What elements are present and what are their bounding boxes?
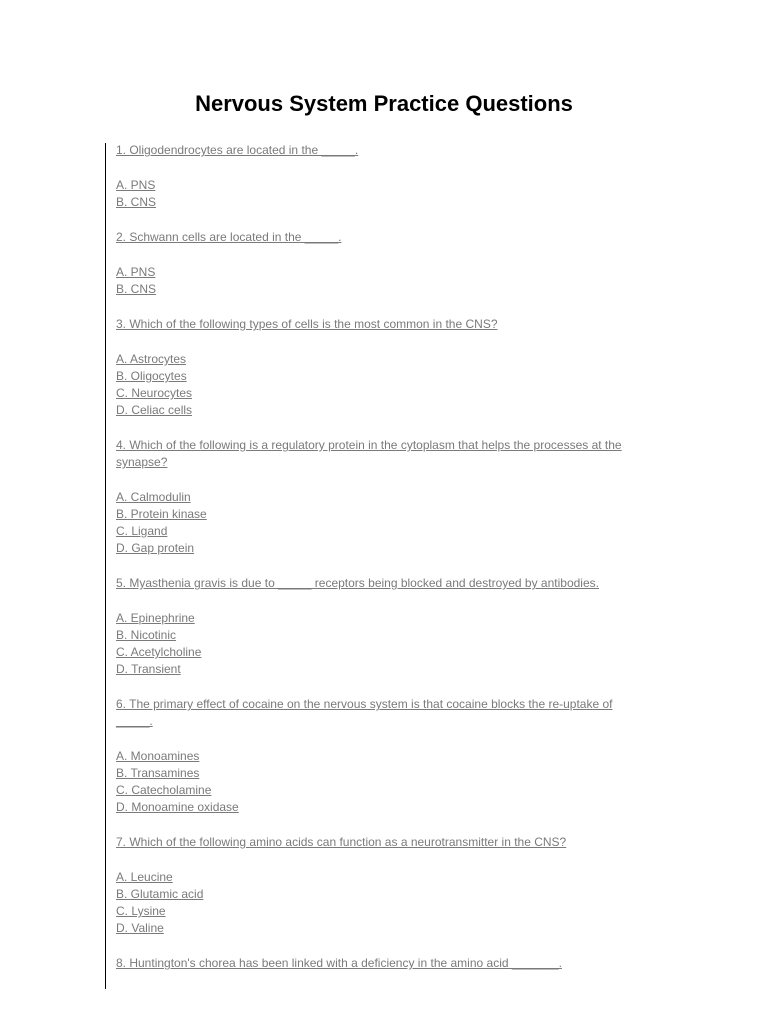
question-3-option-d[interactable]: D. Celiac cells <box>116 403 193 417</box>
question-4-cont <box>116 454 646 471</box>
option <box>116 799 646 816</box>
question-3-option-c[interactable]: C. Neurocytes <box>116 386 193 400</box>
question-5-option-d[interactable]: D. Transient <box>116 662 181 676</box>
question-2 <box>116 229 646 246</box>
question-7-option-d[interactable]: D. Valine <box>116 921 164 935</box>
left-margin-rule <box>105 143 106 989</box>
option <box>116 281 646 298</box>
question-3 <box>116 316 646 333</box>
option <box>116 402 646 419</box>
option <box>116 627 646 644</box>
question-7-text[interactable]: 7. Which of the following amino acids can function as a neurotransmitter in the CNS? <box>116 835 567 849</box>
page-title: Nervous System Practice Questions <box>195 91 573 116</box>
question-6-option-b[interactable]: B. Transamines <box>116 766 200 780</box>
question-3-option-a[interactable]: A. Astrocytes <box>116 352 187 366</box>
option <box>116 748 646 765</box>
question-8 <box>116 955 646 972</box>
option <box>116 782 646 799</box>
question-5-option-a[interactable]: A. Epinephrine <box>116 611 195 625</box>
option <box>116 920 646 937</box>
option <box>116 506 646 523</box>
question-6-option-c[interactable]: C. Catecholamine <box>116 783 212 797</box>
question-2-option-b[interactable]: B. CNS <box>116 282 157 296</box>
question-6-text-line1[interactable]: 6. The primary effect of cocaine on the nervous system is that cocaine blocks the re-uptake of <box>116 697 613 711</box>
question-4-option-a[interactable]: A. Calmodulin <box>116 490 191 504</box>
question-1-text[interactable]: 1. Oligodendrocytes are located in the _____. <box>116 143 359 157</box>
question-1-option-b[interactable]: B. CNS <box>116 195 157 209</box>
question-4-option-d[interactable]: D. Gap protein <box>116 541 195 555</box>
question-7-option-c[interactable]: C. Lysine <box>116 904 166 918</box>
question-2-option-a[interactable]: A. PNS <box>116 265 156 279</box>
question-5-option-b[interactable]: B. Nicotinic <box>116 628 177 642</box>
option <box>116 886 646 903</box>
option <box>116 489 646 506</box>
option <box>116 523 646 540</box>
question-4-option-b[interactable]: B. Protein kinase <box>116 507 207 521</box>
option <box>116 765 646 782</box>
option <box>116 661 646 678</box>
question-3-option-b[interactable]: B. Oligocytes <box>116 369 187 383</box>
option <box>116 644 646 661</box>
question-6-option-d[interactable]: D. Monoamine oxidase <box>116 800 239 814</box>
question-8-text[interactable]: 8. Huntington's chorea has been linked with a deficiency in the amino acid _______. <box>116 956 562 970</box>
option <box>116 351 646 368</box>
question-7 <box>116 834 646 851</box>
option <box>116 610 646 627</box>
question-6 <box>116 696 646 713</box>
question-4-text-line1[interactable]: 4. Which of the following is a regulatory protein in the cytoplasm that helps the processes at the <box>116 438 622 452</box>
question-6-cont <box>116 713 646 730</box>
question-5-option-c[interactable]: C. Acetylcholine <box>116 645 202 659</box>
option <box>116 869 646 886</box>
option <box>116 177 646 194</box>
question-3-text[interactable]: 3. Which of the following types of cells is the most common in the CNS? <box>116 317 498 331</box>
question-6-option-a[interactable]: A. Monoamines <box>116 749 200 763</box>
option <box>116 903 646 920</box>
option <box>116 264 646 281</box>
question-1-option-a[interactable]: A. PNS <box>116 178 156 192</box>
question-4-option-c[interactable]: C. Ligand <box>116 524 168 538</box>
question-4-text-line2[interactable]: synapse? <box>116 455 168 469</box>
option <box>116 385 646 402</box>
option <box>116 540 646 557</box>
option <box>116 368 646 385</box>
question-1 <box>116 142 646 159</box>
question-list <box>116 142 646 972</box>
question-4 <box>116 437 646 454</box>
question-5 <box>116 575 646 592</box>
question-7-option-a[interactable]: A. Leucine <box>116 870 173 884</box>
question-2-text[interactable]: 2. Schwann cells are located in the _____. <box>116 230 342 244</box>
option <box>116 194 646 211</box>
question-7-option-b[interactable]: B. Glutamic acid <box>116 887 204 901</box>
question-5-text[interactable]: 5. Myasthenia gravis is due to _____ receptors being blocked and destroyed by antibodies. <box>116 576 599 590</box>
question-6-text-line2[interactable]: _____. <box>116 714 153 728</box>
